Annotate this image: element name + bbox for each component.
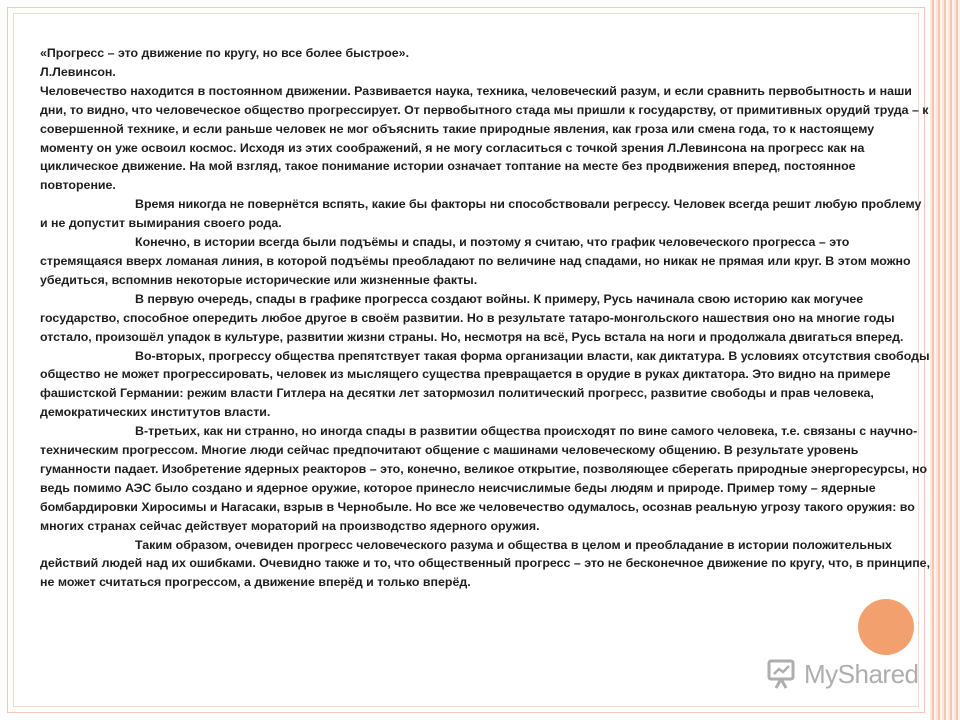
slide-body [40,44,930,592]
paragraph-ups-downs: Конечно, в истории всегда были подъёмы и спады, и поэтому я считаю, что график человеческого прогресса – это стремящаяся вверх ломаная линия, в которой подъёмы преобладают по величине над спадами, но никак не прямая или круг. В этом можно убедиться, вспомнив некоторые исторические или жизненные факты. [40,235,911,287]
epigraph-author: Л.Левинсон. [40,64,116,79]
paragraph-intro: Человечество находится в постоянном движении. Развивается наука, техника, человеческий разум, и если сравнить первобытность и наши дни, то видно, что человеческое общество прогрессирует. От первобытного стада мы пришли к государству, от примитивных орудий труда – к совершенной технике, и если раньше человек не мог объяснить такие природные явления, как гроза или смена года, то к настоящему моменту он уже освоил космос. Исходя из этих соображений, я не могу согласиться с точкой зрения Л.Левинсона на прогресс как на циклическое движение. На мой взгляд, такое понимание истории означает топтание на месте без продвижения вперед, постоянное повторение. [40,83,929,193]
presentation-board-icon [766,658,800,690]
paragraph-conclusion: Таким образом, очевиден прогресс человеческого разума и общества в целом и преобладание в истории положительных действий людей над их ошибками. Очевидно также и то, что общественный прогресс – это не бесконечное движение по кругу, что, в принципе, не может считаться прогрессом, а движение вперёд и только вперёд. [40,537,931,590]
epigraph: «Прогресс – это движение по кругу, но все более быстрое». [40,46,410,60]
decorative-side-stripe [930,0,960,720]
paragraph-wars: В первую очередь, спады в графике прогресса создают войны. К примеру, Русь начинала свою историю как могучее государство, способное опередить любое другое в своём развитии. Но в результате татаро-монгольского нашествия оно на многие годы отстало, произошёл упадок в культуре, развитии жизни страны. Но, несмотря на всё, Русь встала на ноги и продолжала двигаться вперед. [40,291,904,344]
paragraph-time: Время никогда не повернётся вспять, какие бы факторы ни способствовали регрессу. Человек всегда решит любую проблему и не допустит вымирания своего рода. [40,197,922,231]
paragraph-dictatorship: Во-вторых, прогрессу общества препятствует такая форма организации власти, как диктатура. В условиях отсутствия свободы общество не может прогрессировать, человек из мыслящего существа превращается в орудие в руках диктатора. Это видно на примере фашистской Германии: режим власти Гитлера на десятки лет затормозил политический прогресс, развитие свободы и прав человека, демократических институтов власти. [40,348,930,420]
paragraph-technology: В-третьих, как ни странно, но иногда спады в развитии общества происходят по вине самого человека, т.е. связаны с научно-техническим прогрессом. Многие люди сейчас предпочитают общение с машинами человеческому общению. В результате уровень гуманности падает. Изобретение ядерных реакторов – это, конечно, великое открытие, позволяющее сберегать природные энергоресурсы, но ведь помимо АЭС было создано и ядерное оружие, которое принесло неисчислимые беды людям и природе. Пример тому – ядерные бомбардировки Хиросимы и Нагасаки, взрыв в Чернобыле. Но все же человечество одумалось, осознав реальную угрозу такого оружия: во многих странах сейчас действует мораторий на производство ядерного оружия. [40,424,928,533]
myshared-watermark [766,654,926,694]
decorative-orange-circle [858,599,914,655]
watermark-text: MyShared [804,658,919,689]
